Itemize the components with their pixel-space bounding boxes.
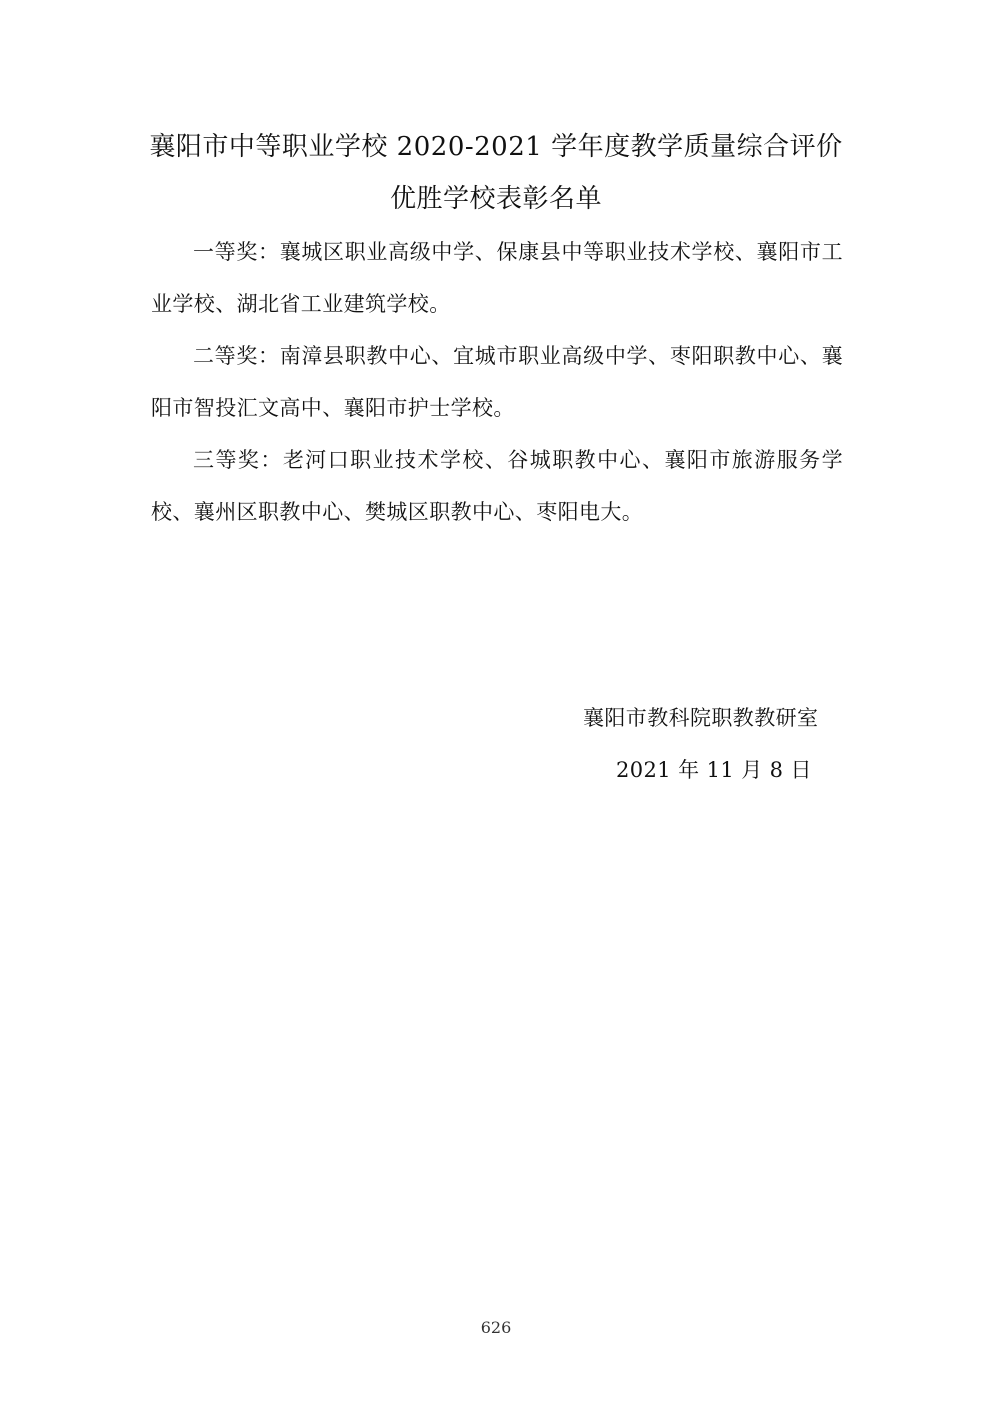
document-title-line-2: 优胜学校表彰名单	[389, 184, 602, 214]
award-first-prize	[151, 226, 843, 330]
page-number: 626	[480, 1318, 512, 1337]
award-second-prize	[151, 330, 843, 434]
award-first-prize-schools: 襄城区职业高级中学、保康县中等职业技术学校、襄阳市工业学校、湖北省工业建筑学校。	[151, 240, 843, 316]
award-second-prize-schools: 南漳县职教中心、宜城市职业高级中学、枣阳职教中心、襄阳市智投汇文高中、襄阳市护士学校。	[151, 344, 843, 420]
award-first-prize-label: 一等奖：	[193, 240, 280, 264]
award-second-prize-label: 二等奖：	[193, 344, 280, 368]
signature-organization: 襄阳市教科院职教教研室	[583, 706, 819, 730]
award-third-prize-schools: 老河口职业技术学校、谷城职教中心、襄阳市旅游服务学校、襄州区职教中心、樊城区职教中心、枣阳电大。	[151, 448, 844, 524]
document-title-line-1: 襄阳市中等职业学校 2020-2021 学年度教学质量综合评价	[149, 132, 843, 162]
award-third-prize-label: 三等奖：	[193, 448, 283, 472]
award-third-prize	[151, 434, 843, 538]
signature-date: 2021 年 11 月 8 日	[616, 758, 812, 782]
